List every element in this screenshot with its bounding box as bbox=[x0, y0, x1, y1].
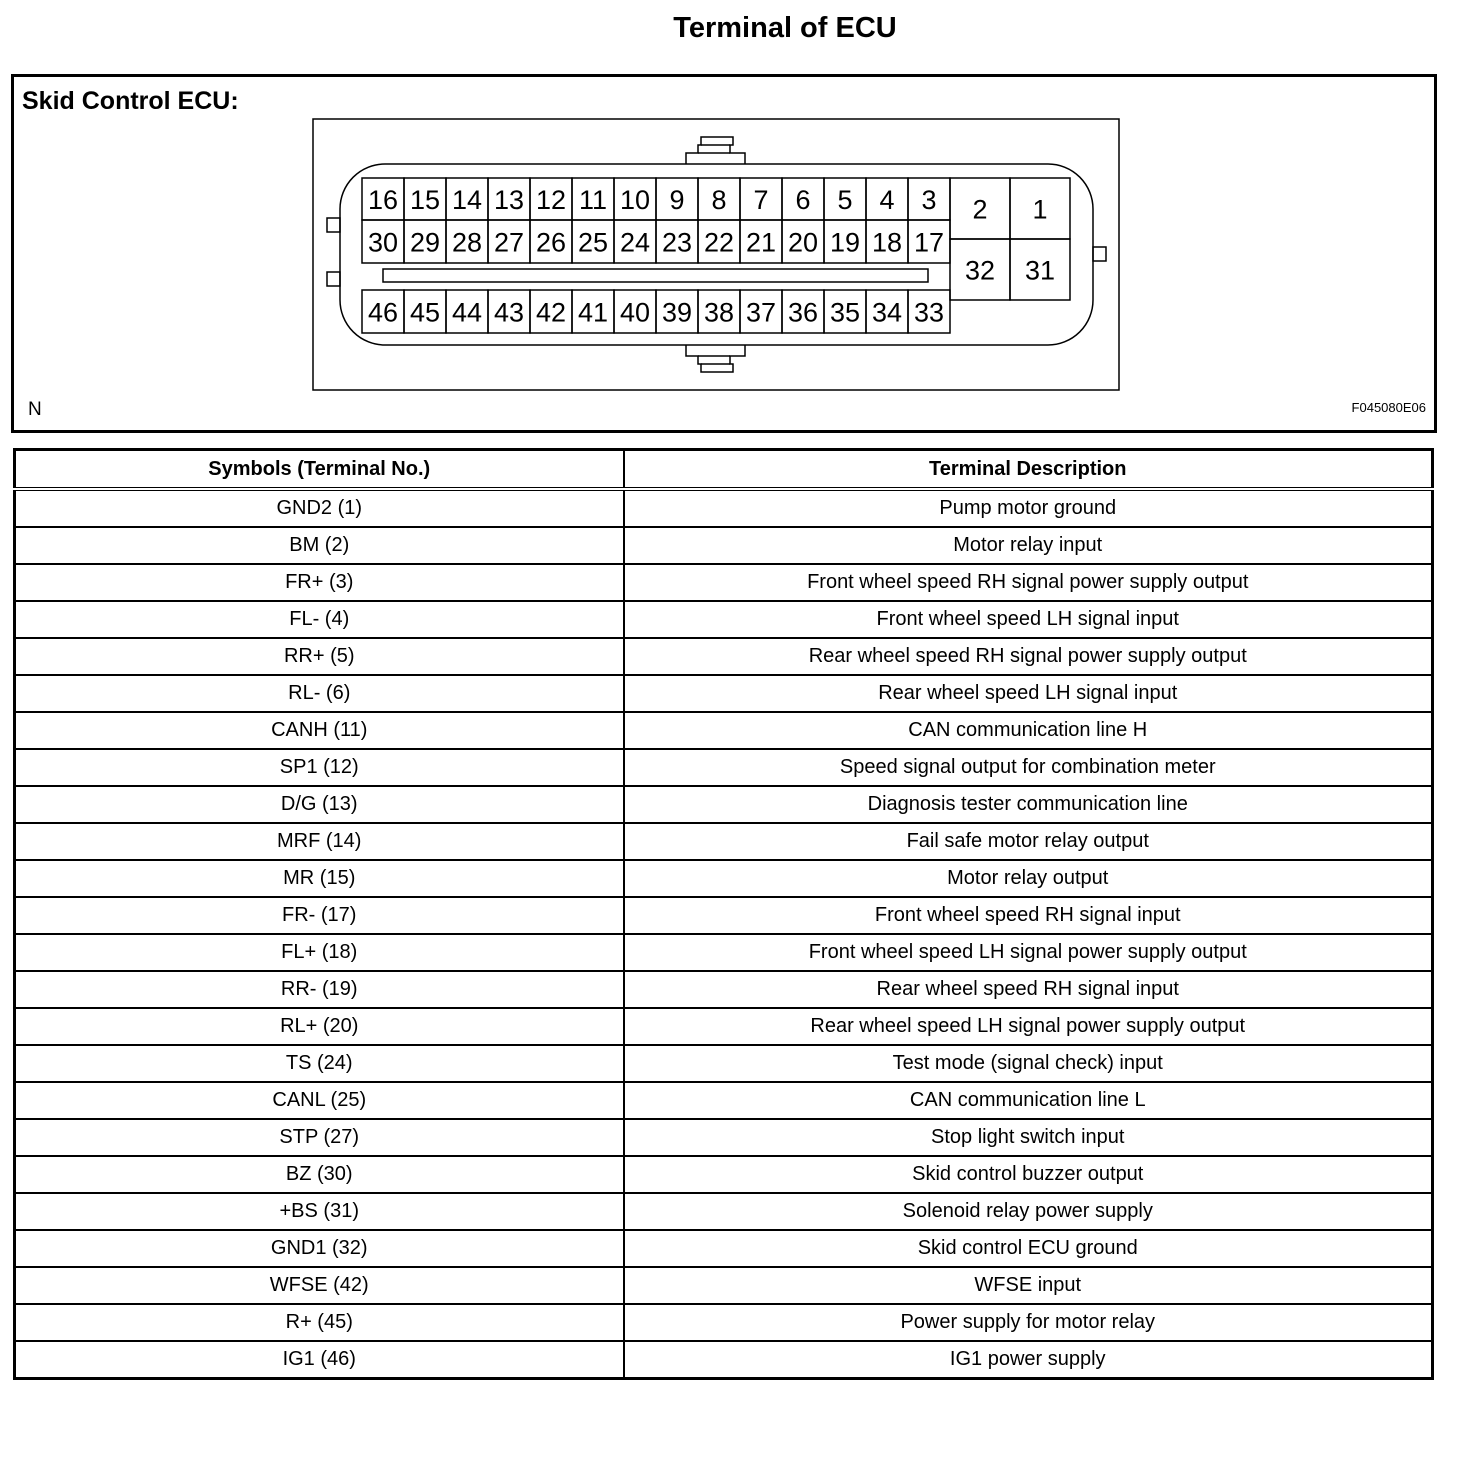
separator-bar bbox=[383, 269, 928, 282]
table-row bbox=[15, 971, 1433, 1008]
pin-cell-label: 25 bbox=[577, 227, 609, 258]
description-cell: Test mode (signal check) input bbox=[624, 1045, 1433, 1082]
description-cell: Speed signal output for combination meter bbox=[624, 749, 1433, 786]
table-row bbox=[15, 749, 1433, 786]
description-cell: CAN communication line H bbox=[624, 712, 1433, 749]
figure-code: F045080E06 bbox=[1351, 400, 1426, 415]
view-label: N bbox=[28, 399, 42, 420]
table-header-row bbox=[15, 450, 1433, 490]
description-cell: Rear wheel speed LH signal input bbox=[624, 675, 1433, 712]
description-cell: WFSE input bbox=[624, 1267, 1433, 1304]
symbol-cell: RR+ (5) bbox=[15, 638, 624, 675]
pin-cell-label: 24 bbox=[619, 227, 651, 258]
header-description: Terminal Description bbox=[624, 450, 1433, 490]
pin-cell-label: 43 bbox=[493, 297, 525, 328]
pin-cell-label: 18 bbox=[871, 227, 903, 258]
symbol-cell: FL- (4) bbox=[15, 601, 624, 638]
pin-cell-label: 41 bbox=[577, 297, 609, 328]
pin-cell-label: 3 bbox=[921, 185, 937, 215]
symbol-cell: MR (15) bbox=[15, 860, 624, 897]
left-tab-lower bbox=[327, 272, 340, 286]
table-row bbox=[15, 1267, 1433, 1304]
pin-cell-label: 22 bbox=[703, 227, 735, 258]
diagram-title: Skid Control ECU: bbox=[22, 87, 239, 115]
table-row bbox=[15, 934, 1433, 971]
description-cell: Pump motor ground bbox=[624, 489, 1433, 527]
symbol-cell: FR+ (3) bbox=[15, 564, 624, 601]
pin-cell-label: 36 bbox=[787, 297, 819, 328]
symbol-cell: RL- (6) bbox=[15, 675, 624, 712]
symbol-cell: WFSE (42) bbox=[15, 1267, 624, 1304]
table-row bbox=[15, 1156, 1433, 1193]
table-row bbox=[15, 712, 1433, 749]
pin-cell-label: 4 bbox=[879, 185, 895, 215]
table-row bbox=[15, 675, 1433, 712]
description-cell: Rear wheel speed RH signal input bbox=[624, 971, 1433, 1008]
pin-cell-label: 11 bbox=[578, 185, 608, 215]
symbol-cell: RR- (19) bbox=[15, 971, 624, 1008]
table-row bbox=[15, 564, 1433, 601]
description-cell: Front wheel speed RH signal input bbox=[624, 897, 1433, 934]
table-row bbox=[15, 1082, 1433, 1119]
description-cell: Rear wheel speed RH signal power supply output bbox=[624, 638, 1433, 675]
pin-cell-label: 16 bbox=[367, 185, 399, 215]
table-row bbox=[15, 1193, 1433, 1230]
description-cell: Skid control buzzer output bbox=[624, 1156, 1433, 1193]
pin-cell-label: 10 bbox=[619, 185, 651, 215]
description-cell: Motor relay input bbox=[624, 527, 1433, 564]
terminal-table bbox=[13, 448, 1434, 1380]
pin-cell-label: 46 bbox=[367, 297, 399, 328]
symbol-cell: GND1 (32) bbox=[15, 1230, 624, 1267]
table-row bbox=[15, 897, 1433, 934]
pin-cell-label: 45 bbox=[409, 297, 441, 328]
pin-cell-large-label: 1 bbox=[1032, 194, 1048, 225]
table-row bbox=[15, 823, 1433, 860]
pin-cell-label: 8 bbox=[711, 185, 727, 215]
pin-cell-label: 30 bbox=[367, 227, 399, 258]
pin-cell-label: 20 bbox=[787, 227, 819, 258]
symbol-cell: CANL (25) bbox=[15, 1082, 624, 1119]
symbol-cell: BZ (30) bbox=[15, 1156, 624, 1193]
description-cell: Skid control ECU ground bbox=[624, 1230, 1433, 1267]
description-cell: Front wheel speed LH signal input bbox=[624, 601, 1433, 638]
description-cell: CAN communication line L bbox=[624, 1082, 1433, 1119]
pin-cell-label: 42 bbox=[535, 297, 567, 328]
description-cell: Motor relay output bbox=[624, 860, 1433, 897]
pin-cell-label: 19 bbox=[829, 227, 861, 258]
description-cell: IG1 power supply bbox=[624, 1341, 1433, 1379]
pin-cell-label: 5 bbox=[837, 185, 853, 215]
page-title: Terminal of ECU bbox=[673, 12, 897, 44]
pin-cell-label: 38 bbox=[703, 297, 735, 328]
right-tab bbox=[1093, 247, 1106, 261]
pin-cell-large-label: 2 bbox=[972, 194, 988, 225]
pin-cell-label: 37 bbox=[745, 297, 777, 328]
symbol-cell: R+ (45) bbox=[15, 1304, 624, 1341]
bottom-latch bbox=[686, 345, 745, 372]
table-row bbox=[15, 1304, 1433, 1341]
symbol-cell: BM (2) bbox=[15, 527, 624, 564]
table-row bbox=[15, 527, 1433, 564]
symbol-cell: +BS (31) bbox=[15, 1193, 624, 1230]
pin-cell-label: 34 bbox=[871, 297, 903, 328]
symbol-cell: IG1 (46) bbox=[15, 1341, 624, 1379]
symbol-cell: TS (24) bbox=[15, 1045, 624, 1082]
table-row bbox=[15, 601, 1433, 638]
symbol-cell: STP (27) bbox=[15, 1119, 624, 1156]
header-symbols: Symbols (Terminal No.) bbox=[15, 450, 624, 490]
pin-cell-label: 23 bbox=[661, 227, 693, 258]
table-row bbox=[15, 638, 1433, 675]
symbol-cell: MRF (14) bbox=[15, 823, 624, 860]
pin-cell-label: 14 bbox=[451, 185, 483, 215]
pin-cell-label: 33 bbox=[913, 297, 945, 328]
description-cell: Solenoid relay power supply bbox=[624, 1193, 1433, 1230]
pin-cell-label: 35 bbox=[829, 297, 861, 328]
table-row bbox=[15, 1119, 1433, 1156]
symbol-cell: RL+ (20) bbox=[15, 1008, 624, 1045]
connector-diagram bbox=[0, 0, 1472, 440]
pin-cell-label: 40 bbox=[619, 297, 651, 328]
pin-cell-label: 28 bbox=[451, 227, 483, 258]
pin-cell-label: 13 bbox=[493, 185, 525, 215]
table-row bbox=[15, 1045, 1433, 1082]
pin-cell-label: 6 bbox=[795, 185, 811, 215]
table-row bbox=[15, 1230, 1433, 1267]
pin-cell-label: 39 bbox=[661, 297, 693, 328]
symbol-cell: D/G (13) bbox=[15, 786, 624, 823]
pin-cell-label: 15 bbox=[409, 185, 441, 215]
table-row bbox=[15, 860, 1433, 897]
symbol-cell: SP1 (12) bbox=[15, 749, 624, 786]
description-cell: Fail safe motor relay output bbox=[624, 823, 1433, 860]
symbol-cell: GND2 (1) bbox=[15, 489, 624, 527]
table-row bbox=[15, 489, 1433, 527]
pin-cell-large-label: 31 bbox=[1024, 255, 1056, 286]
pin-cell-label: 9 bbox=[669, 185, 685, 215]
pin-cell-label: 29 bbox=[409, 227, 441, 258]
pin-cell-label: 12 bbox=[535, 185, 567, 215]
pin-cell-label: 27 bbox=[493, 227, 525, 258]
table-row bbox=[15, 1008, 1433, 1045]
pin-cell-label: 44 bbox=[451, 297, 483, 328]
pin-cell-label: 26 bbox=[535, 227, 567, 258]
left-tab-upper bbox=[327, 218, 340, 232]
description-cell: Diagnosis tester communication line bbox=[624, 786, 1433, 823]
table-row bbox=[15, 1341, 1433, 1379]
symbol-cell: CANH (11) bbox=[15, 712, 624, 749]
description-cell: Front wheel speed RH signal power supply output bbox=[624, 564, 1433, 601]
description-cell: Stop light switch input bbox=[624, 1119, 1433, 1156]
description-cell: Front wheel speed LH signal power supply output bbox=[624, 934, 1433, 971]
symbol-cell: FR- (17) bbox=[15, 897, 624, 934]
pin-cell-label: 7 bbox=[753, 185, 769, 215]
symbol-cell: FL+ (18) bbox=[15, 934, 624, 971]
pin-cell-label: 21 bbox=[745, 227, 777, 258]
pin-cell-large-label: 32 bbox=[964, 255, 996, 286]
description-cell: Power supply for motor relay bbox=[624, 1304, 1433, 1341]
description-cell: Rear wheel speed LH signal power supply output bbox=[624, 1008, 1433, 1045]
pin-cell-label: 17 bbox=[913, 227, 945, 258]
table-row bbox=[15, 786, 1433, 823]
top-latch bbox=[686, 137, 745, 164]
